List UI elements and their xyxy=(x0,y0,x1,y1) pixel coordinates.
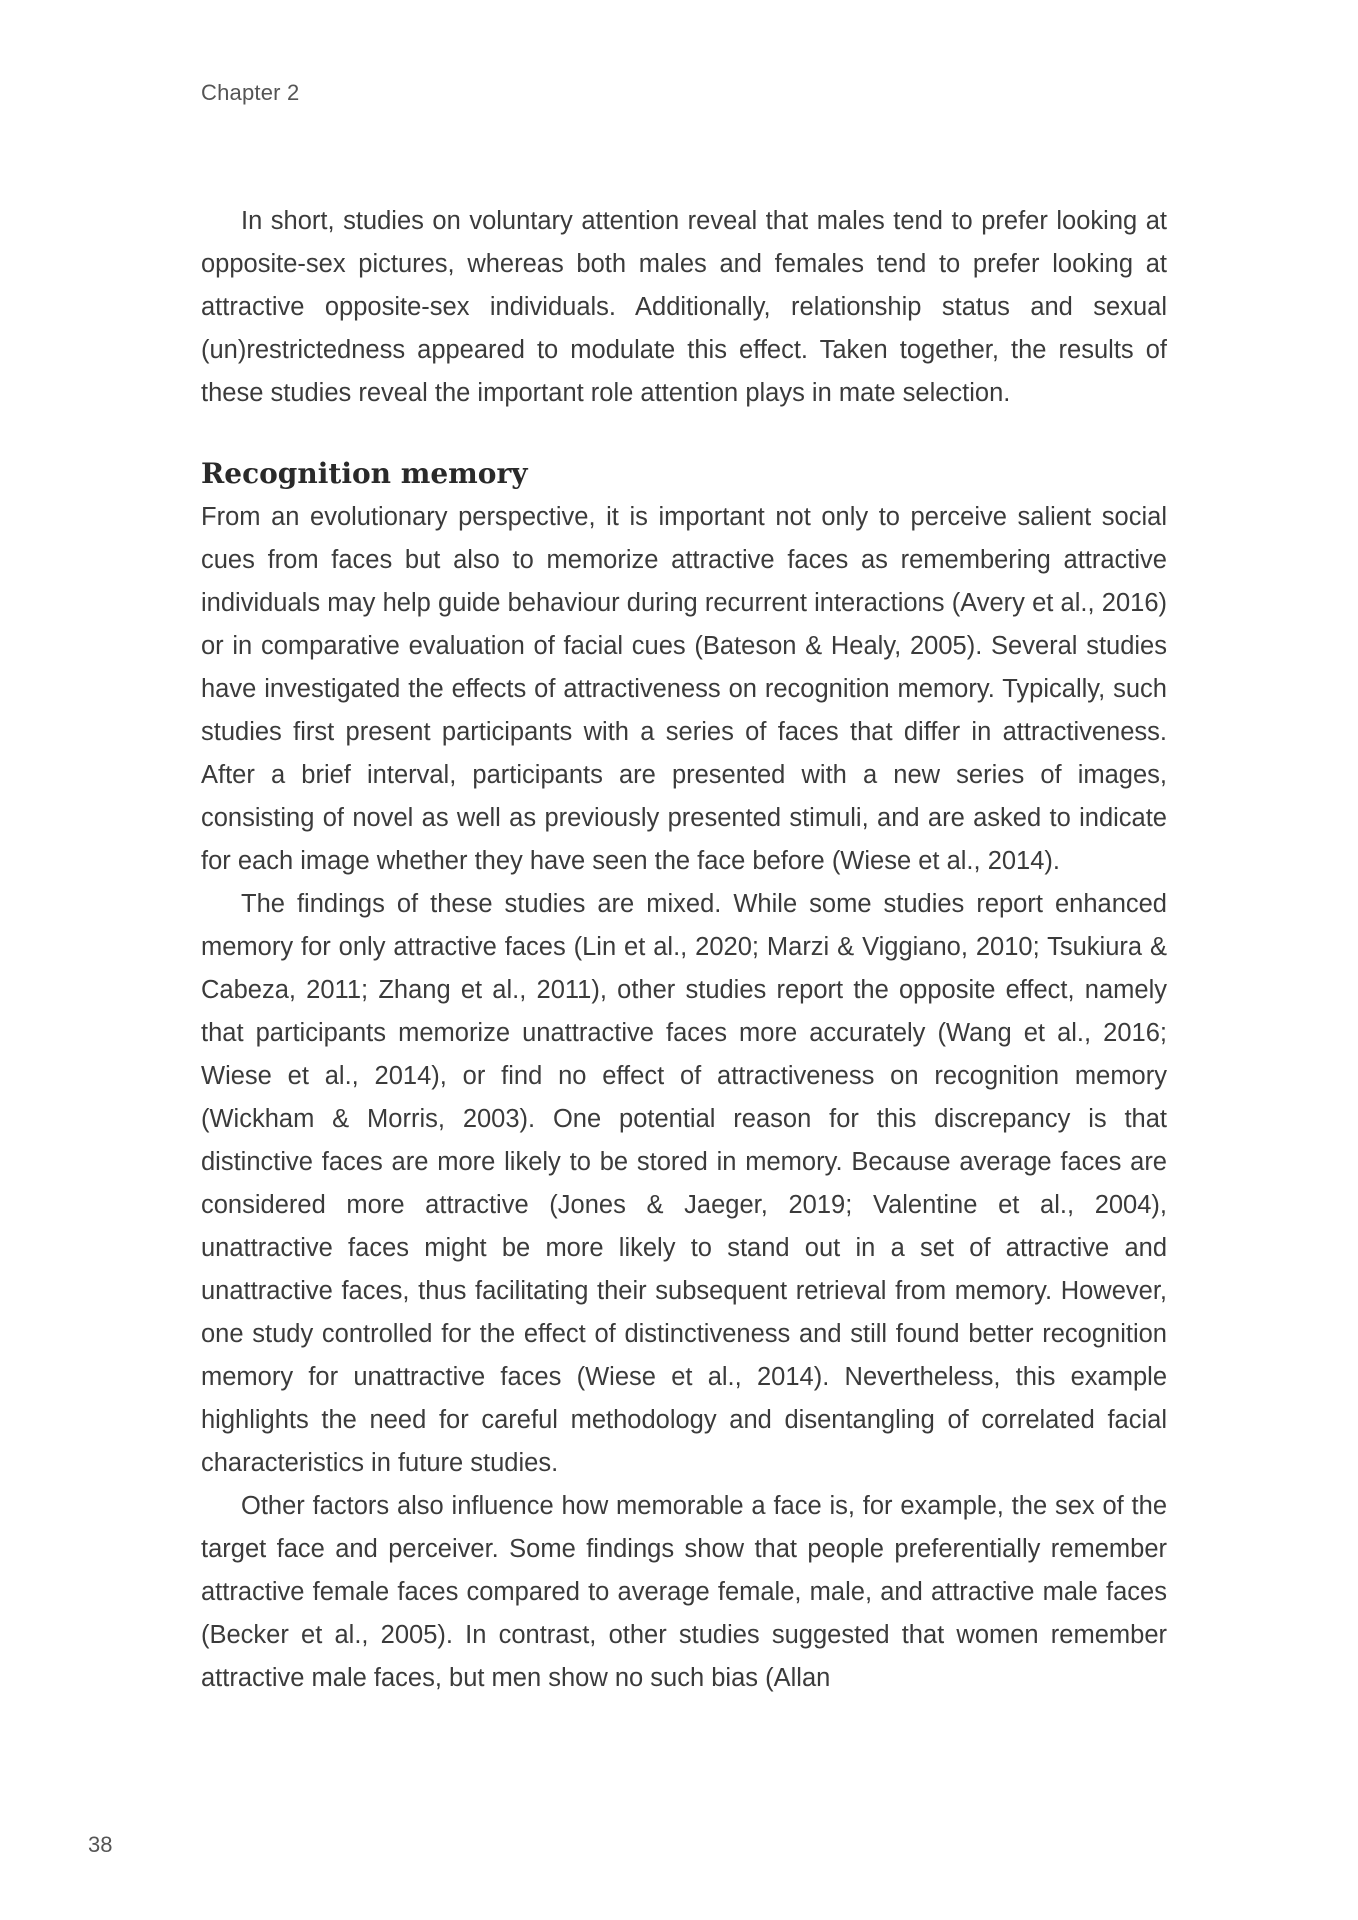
paragraph-3: Other factors also influence how memorable a face is, for example, the sex of the target face and perceiver. Some findings show that people preferentially remember attractive female faces compared to average female, male, and attractive male faces (Becker et al., 2005). In contrast, other studies suggested that women remember attractive male faces, but men show no such bias (Allan xyxy=(201,1492,1167,1692)
page-number: 38 xyxy=(88,1832,113,1857)
intro-paragraph: In short, studies on voluntary attention reveal that males tend to prefer looking at opposite-sex pictures, whereas both males and females tend to prefer looking at attractive opposite-sex individuals. Additionally, relationship status and sexual (un)restrictedness appeared to modulate this effect. Taken together, the results of these studies reveal the important role attention plays in mate selection. xyxy=(201,207,1167,407)
section-heading: Recognition memory xyxy=(201,457,528,490)
running-head: Chapter 2 xyxy=(201,80,300,105)
paragraph-2: The findings of these studies are mixed. While some studies report enhanced memory for only attractive faces (Lin et al., 2020; Marzi & Viggiano, 2010; Tsukiura & Cabeza, 2011; Zhang et al., 2011), other studies report the opposite effect, namely that participants memorize unattractive faces more accurately (Wang et al., 2016; Wiese et al., 2014), or find no effect of attractiveness on recognition memory (Wickham & Morris, 2003). One potential reason for this discrepancy is that distinctive faces are more likely to be stored in memory. Because average faces are considered more attractive (Jones & Jaeger, 2019; Valentine et al., 2004), unattractive faces might be more likely to stand out in a set of attractive and unattractive faces, thus facilitating their subsequent retrieval from memory. However, one study controlled for the effect of distinctiveness and still found better recognition memory for unattractive faces (Wiese et al., 2014). Nevertheless, this example highlights the need for careful methodology and disentangling of correlated facial characteristics in future studies. xyxy=(201,890,1167,1477)
page-body xyxy=(201,200,1167,1700)
paragraph-1: From an evolutionary perspective, it is important not only to perceive salient social cues from faces but also to memorize attractive faces as remembering attractive individuals may help guide behaviour during recurrent interactions (Avery et al., 2016) or in comparative evaluation of facial cues (Bateson & Healy, 2005). Several studies have investigated the effects of attractiveness on recognition memory. Typically, such studies first present participants with a series of faces that differ in attractiveness. After a brief interval, participants are presented with a new series of images, consisting of novel as well as previously presented stimuli, and are asked to indicate for each image whether they have seen the face before (Wiese et al., 2014). xyxy=(201,503,1167,875)
